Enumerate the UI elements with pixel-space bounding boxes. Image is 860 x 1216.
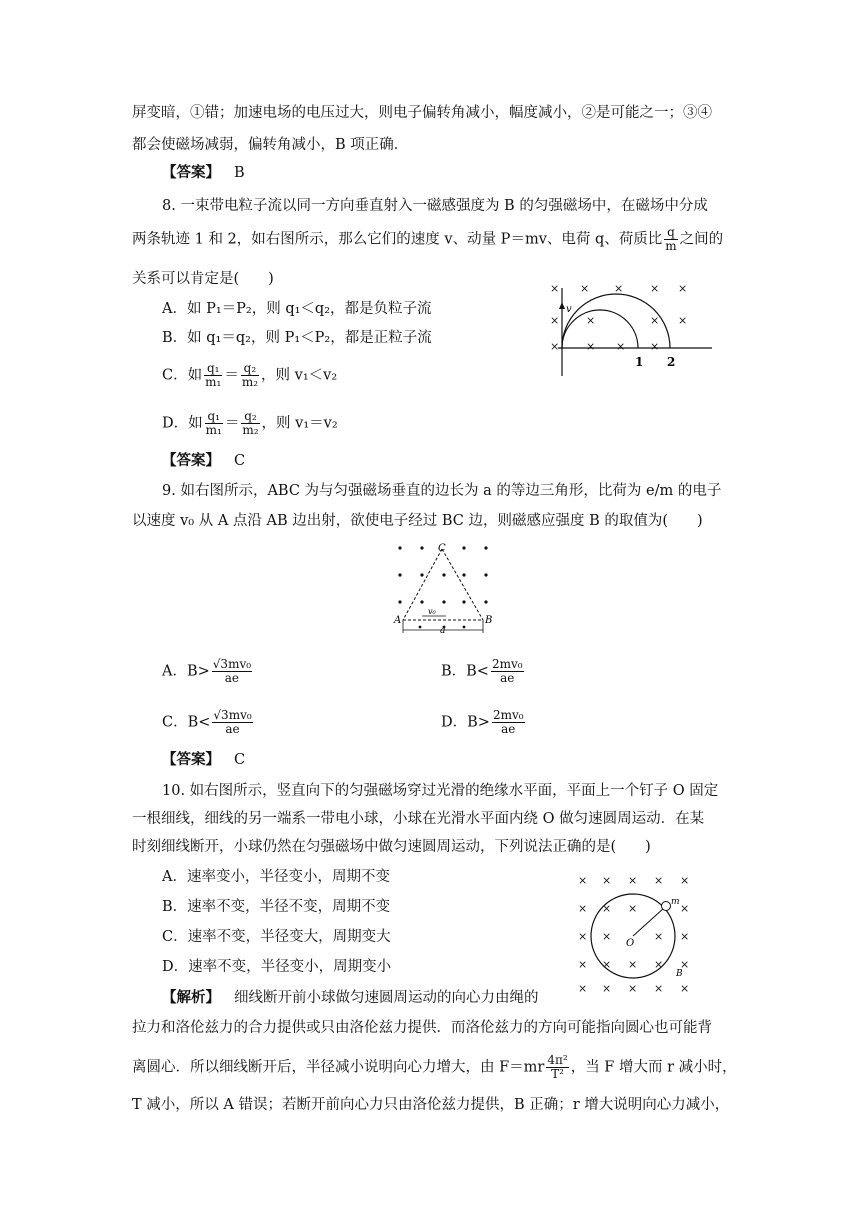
- answer-line: 【答案】 C: [162, 452, 246, 469]
- svg-text:×: ×: [680, 902, 690, 915]
- svg-text:×: ×: [654, 958, 664, 971]
- svg-text:2: 2: [667, 355, 676, 369]
- svg-text:×: ×: [586, 340, 596, 353]
- q8-stem: 8. 一束带电粒子流以同一方向垂直射入一磁感强度为 B 的匀强磁场中，在磁场中分成: [162, 198, 708, 214]
- svg-text:O: O: [626, 938, 635, 949]
- svg-text:×: ×: [650, 340, 660, 353]
- svg-text:×: ×: [654, 930, 664, 943]
- svg-text:×: ×: [580, 282, 590, 295]
- text-line: 屏变暗，①错；加速电场的电压过大，则电子偏转角减小，幅度减小，②是可能之一；③④: [132, 105, 712, 121]
- svg-text:×: ×: [578, 874, 588, 887]
- svg-text:×: ×: [628, 982, 638, 995]
- svg-text:×: ×: [680, 930, 690, 943]
- svg-text:×: ×: [550, 314, 560, 327]
- svg-text:×: ×: [628, 874, 638, 887]
- svg-text:a: a: [440, 626, 446, 635]
- text-line: 都会使磁场减弱，偏转角减小，B 项正确．: [132, 137, 409, 153]
- svg-text:×: ×: [678, 314, 688, 327]
- svg-text:×: ×: [586, 314, 596, 327]
- svg-text:×: ×: [602, 874, 612, 887]
- svg-text:×: ×: [602, 982, 612, 995]
- explanation-line: 拉力和洛伦兹力的合力提供或只由洛伦兹力提供．而洛伦兹力的方向可能指向圆心也可能背: [132, 1020, 712, 1036]
- option-a: A．速率变小，半径变小，周期不变: [162, 869, 390, 885]
- svg-text:×: ×: [680, 982, 690, 995]
- svg-text:×: ×: [616, 340, 626, 353]
- option-b: B．B< $\frac{\text{2mv₀}}{ae}$: [441, 657, 523, 685]
- svg-text:×: ×: [578, 902, 588, 915]
- svg-text:B: B: [676, 969, 683, 979]
- q9-stem: 以速度 v₀ 从 A 点沿 AB 边出射，欲使电子经过 BC 边，则磁感应强度 B 的取值为( ): [132, 513, 703, 529]
- option-d: D．如 $\frac{\text{q₁}}{\text{m₁}}$ ＝ $\frac{\text{q₂}}{\text{m₂}}$ ，则 v₁＝v₂: [162, 409, 338, 437]
- svg-text:×: ×: [628, 958, 638, 971]
- svg-text:×: ×: [680, 958, 690, 971]
- figure-tracks: [540, 276, 715, 376]
- answer-line: [162, 163, 245, 183]
- q10-stem: 10. 如右图所示，竖直向下的匀强磁场穿过光滑的绝缘水平面，平面上一个钉子 O 固定: [162, 783, 719, 799]
- svg-text:×: ×: [654, 982, 664, 995]
- svg-text:×: ×: [602, 930, 612, 943]
- explanation-line: 【解析】 细线断开前小球做匀速圆周运动的向心力由绳的: [162, 989, 539, 1006]
- svg-text:×: ×: [578, 930, 588, 943]
- svg-text:×: ×: [550, 282, 560, 295]
- option-b: B．如 q₁＝q₂，则 P₁＜P₂，都是正粒子流: [162, 330, 432, 346]
- svg-text:×: ×: [578, 958, 588, 971]
- svg-text:A: A: [394, 615, 402, 626]
- svg-text:×: ×: [602, 958, 612, 971]
- svg-text:×: ×: [550, 340, 560, 353]
- answer-value: C: [234, 453, 246, 469]
- answer-value: C: [234, 752, 246, 768]
- q8-stem: 关系可以肯定是( ): [132, 271, 274, 287]
- svg-text:×: ×: [654, 874, 664, 887]
- option-c: C．如 $\frac{\text{q₁}}{\text{m₁}}$ ＝ $\frac{\text{q₂}}{\text{m₂}}$ ，则 v₁＜v₂: [162, 361, 338, 389]
- explanation-label: 【解析】: [162, 989, 220, 1006]
- q8-stem: 两条轨迹 1 和 2，如右图所示，那么它们的速度 v、动量 P＝mv、电荷 q、荷质比 $\frac{q}{m}$ 之间的: [132, 225, 724, 253]
- svg-text:×: ×: [650, 314, 660, 327]
- answer-value: B: [234, 165, 245, 181]
- figure-circle: [572, 868, 697, 996]
- answer-line: 【答案】 C: [162, 751, 246, 768]
- svg-text:v: v: [566, 304, 572, 315]
- svg-text:B: B: [485, 615, 493, 626]
- svg-text:×: ×: [614, 282, 624, 295]
- explanation-line: T 减小，所以 A 错误；若断开前向心力只由洛伦兹力提供，B 正确；r 增大说明向心力减小，: [132, 1097, 730, 1113]
- svg-text:×: ×: [602, 902, 612, 915]
- svg-text:v₀: v₀: [428, 607, 436, 616]
- q10-stem: 一根细线，细线的另一端系一带电小球，小球在光滑水平面内绕 O 做匀速圆周运动．在某: [132, 811, 705, 827]
- svg-text:×: ×: [678, 282, 688, 295]
- svg-text:×: ×: [628, 902, 638, 915]
- fraction: $\frac{q}{m}$: [665, 225, 677, 253]
- option-c: C．速率不变，半径变大，周期变大: [162, 929, 391, 945]
- option-a: A．如 P₁＝P₂，则 q₁＜q₂，都是负粒子流: [162, 301, 432, 317]
- svg-text:×: ×: [680, 874, 690, 887]
- explanation-line: 离圆心．所以细线断开后，半径减小说明向心力增大，由 F＝mr $\frac{\text{4π²}}{\text{T²}}$ ，当 F 增大而 r 减小时，: [132, 1053, 737, 1081]
- answer-label: 【答案】: [162, 164, 220, 181]
- q10-stem: 时刻细线断开，小球仍然在匀强磁场中做匀速圆周运动，下列说法正确的是( ): [132, 839, 651, 855]
- figure-triangle: [388, 540, 498, 635]
- svg-text:1: 1: [635, 355, 644, 369]
- svg-text:×: ×: [578, 982, 588, 995]
- option-a: A．B> $\frac{\text{√3mv₀}}{ae}$: [162, 657, 252, 685]
- option-d: D．速率不变，半径变小，周期变小: [162, 959, 392, 975]
- svg-text:m: m: [671, 897, 680, 907]
- option-c: C．B< $\frac{\text{√3mv₀}}{ae}$: [162, 708, 252, 736]
- q9-stem: 9. 如右图所示，ABC 为与匀强磁场垂直的边长为 a 的等边三角形，比荷为 e/m 的电子: [162, 483, 722, 499]
- svg-text:C: C: [438, 543, 446, 554]
- svg-text:×: ×: [650, 282, 660, 295]
- option-d: D．B> $\frac{\text{2mv₀}}{ae}$: [441, 708, 524, 736]
- option-b: B．速率不变，半径不变，周期不变: [162, 899, 391, 915]
